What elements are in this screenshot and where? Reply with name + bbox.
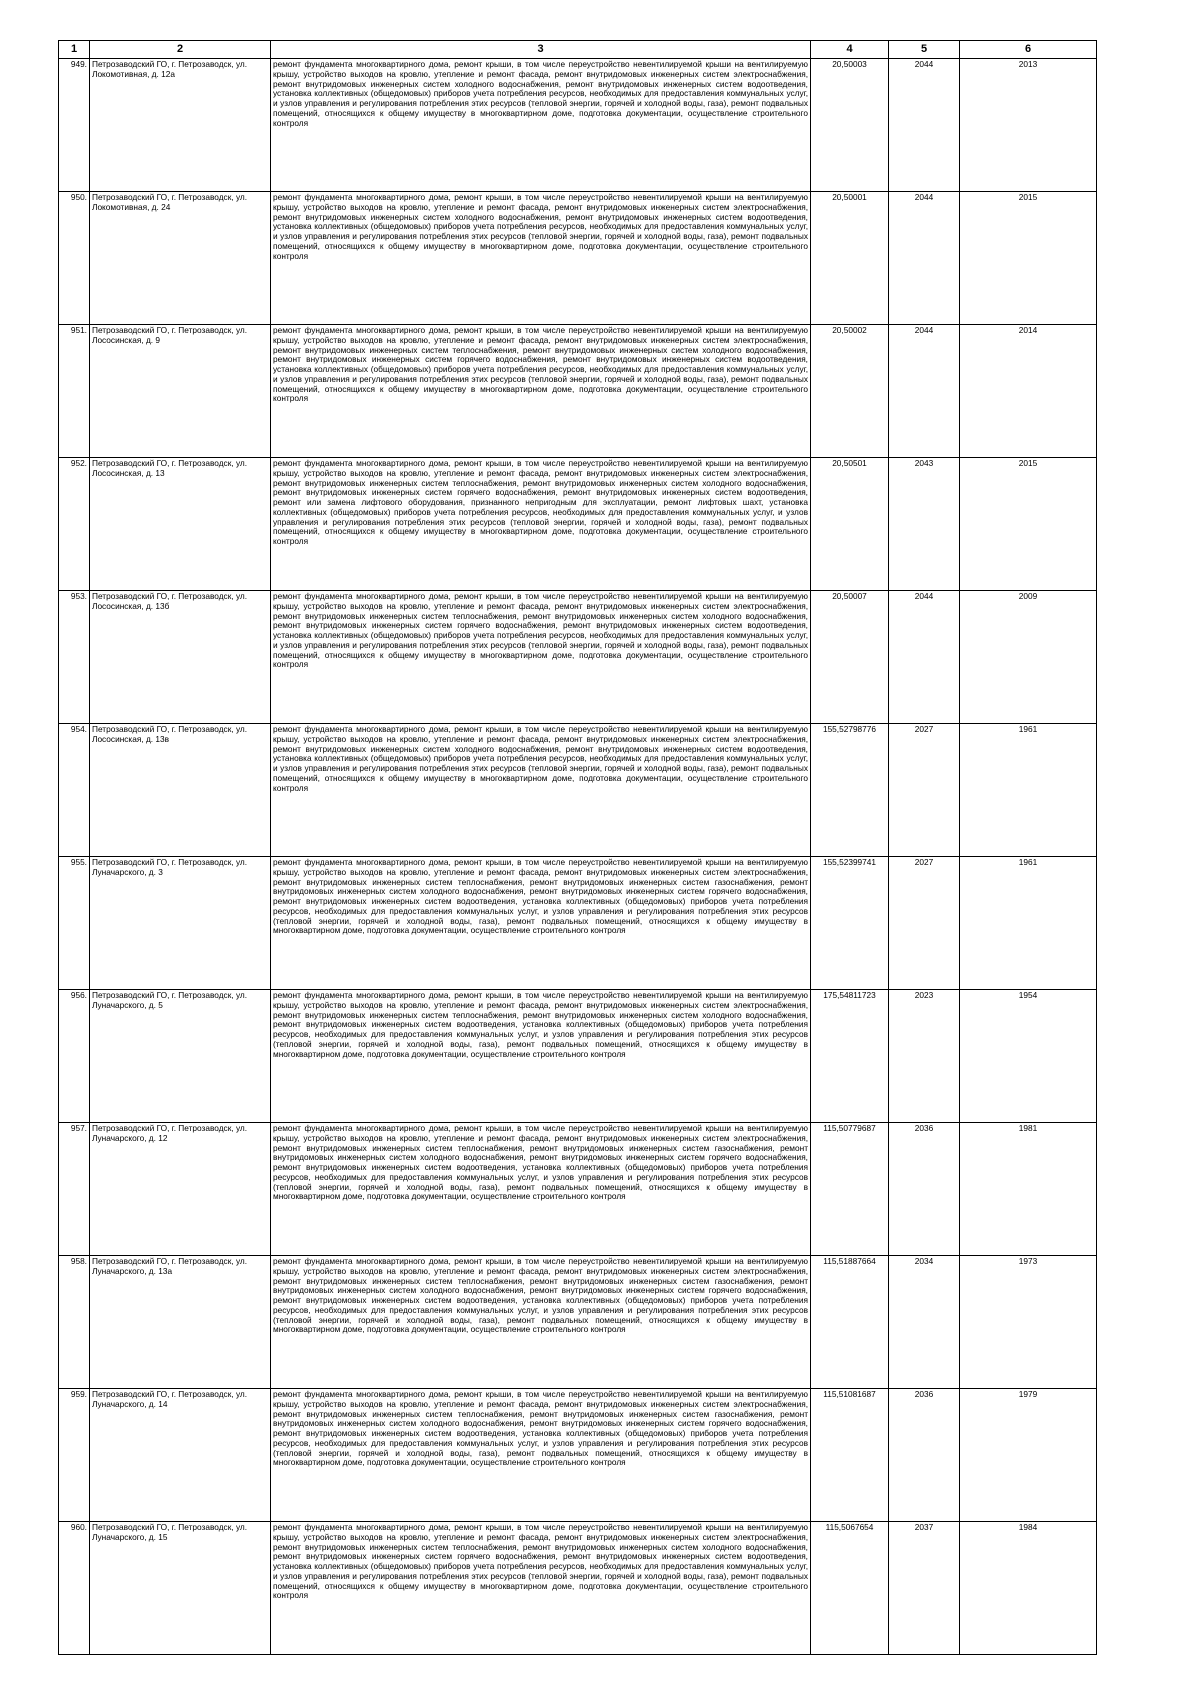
row-number: 956.: [59, 990, 90, 1123]
cost-value: 155,52399741: [811, 857, 889, 990]
planned-year: 2027: [889, 724, 960, 857]
reference-year: 1973: [960, 1256, 1097, 1389]
house-address: Петрозаводский ГО, г. Петрозаводск, ул. Луначарского, д. 13а: [90, 1256, 271, 1389]
repair-works-list: ремонт фундамента многоквартирного дома, ремонт крыши, в том числе переустройство невентилируемой крыши на вентилируемую крышу, устройство выходов на кровлю, утепление и ремонт фасада, ремонт внутридомовых инженерных систем электроснабжения, ремонт внутридомовых инженерных систем холодного водоснабжения, ремонт внутридомовых инженерных систем водоотведения, установка коллективных (общедомовых) приборов учета потребления ресурсов, необходимых для предоставления коммунальных услуг, и узлов управления и регулирования потребления этих ресурсов (тепловой энергии, горячей и холодной воды, газа), ремонт подвальных помещений, относящихся к общему имуществу в многоквартирном доме, подготовка документации, осуществление строительного контроля: [271, 192, 811, 325]
column-header: 3: [271, 41, 811, 59]
cost-value: 155,52798776: [811, 724, 889, 857]
cost-value: 20,50002: [811, 325, 889, 458]
table-row: [59, 1256, 1097, 1389]
planned-year: 2044: [889, 59, 960, 192]
house-address: Петрозаводский ГО, г. Петрозаводск, ул. Луначарского, д. 12: [90, 1123, 271, 1256]
row-number: 951.: [59, 325, 90, 458]
house-address: Петрозаводский ГО, г. Петрозаводск, ул. Лососинская, д. 13в: [90, 724, 271, 857]
row-number: 950.: [59, 192, 90, 325]
cost-value: 115,5067654: [811, 1522, 889, 1655]
planned-year: 2023: [889, 990, 960, 1123]
table-header-row: [59, 41, 1097, 59]
house-address: Петрозаводский ГО, г. Петрозаводск, ул. Локомотивная, д. 12а: [90, 59, 271, 192]
reference-year: 2009: [960, 591, 1097, 724]
reference-year: 2013: [960, 59, 1097, 192]
cost-value: 20,50003: [811, 59, 889, 192]
repair-works-list: ремонт фундамента многоквартирного дома, ремонт крыши, в том числе переустройство невентилируемой крыши на вентилируемую крышу, устройство выходов на кровлю, утепление и ремонт фасада, ремонт внутридомовых инженерных систем электроснабжения, ремонт внутридомовых инженерных систем теплоснабжения, ремонт внутридомовых инженерных систем холодного водоснабжения, ремонт внутридомовых инженерных систем горячего водоснабжения, ремонт внутридомовых инженерных систем водоотведения, установка коллективных (общедомовых) приборов учета потребления ресурсов, необходимых для предоставления коммунальных услуг, и узлов управления и регулирования потребления этих ресурсов (тепловой энергии, горячей и холодной воды, газа), ремонт подвальных помещений, относящихся к общему имуществу в многоквартирном доме, подготовка документации, осуществление строительного контроля: [271, 591, 811, 724]
table-row: [59, 325, 1097, 458]
reference-year: 1981: [960, 1123, 1097, 1256]
reference-year: 2015: [960, 458, 1097, 591]
table-row: [59, 1389, 1097, 1522]
column-header: 6: [960, 41, 1097, 59]
table-row: [59, 1522, 1097, 1655]
reference-year: 1984: [960, 1522, 1097, 1655]
repair-works-list: ремонт фундамента многоквартирного дома, ремонт крыши, в том числе переустройство невентилируемой крыши на вентилируемую крышу, устройство выходов на кровлю, утепление и ремонт фасада, ремонт внутридомовых инженерных систем электроснабжения, ремонт внутридомовых инженерных систем теплоснабжения, ремонт внутридомовых инженерных систем газоснабжения, ремонт внутридомовых инженерных систем холодного водоснабжения, ремонт внутридомовых инженерных систем горячего водоснабжения, ремонт внутридомовых инженерных систем водоотведения, установка коллективных (общедомовых) приборов учета потребления ресурсов, необходимых для предоставления коммунальных услуг, и узлов управления и регулирования потребления этих ресурсов (тепловой энергии, горячей и холодной воды, газа), ремонт подвальных помещений, относящихся к общему имуществу в многоквартирном доме, подготовка документации, осуществление строительного контроля: [271, 1123, 811, 1256]
cost-value: 115,51081687: [811, 1389, 889, 1522]
repair-works-list: ремонт фундамента многоквартирного дома, ремонт крыши, в том числе переустройство невентилируемой крыши на вентилируемую крышу, устройство выходов на кровлю, утепление и ремонт фасада, ремонт внутридомовых инженерных систем электроснабжения, ремонт внутридомовых инженерных систем теплоснабжения, ремонт внутридомовых инженерных систем холодного водоснабжения, ремонт внутридомовых инженерных систем горячего водоснабжения, ремонт внутридомовых инженерных систем водоотведения, ремонт или замена лифтового оборудования, признанного непригодным для эксплуатации, ремонт лифтовых шахт, установка коллективных (общедомовых) приборов учета потребления ресурсов, необходимых для предоставления коммунальных услуг, и узлов управления и регулирования потребления этих ресурсов (тепловой энергии, горячей и холодной воды, газа), ремонт подвальных помещений, относящихся к общему имуществу в многоквартирном доме, подготовка документации, осуществление строительного контроля: [271, 458, 811, 591]
table-row: [59, 857, 1097, 990]
table-row: [59, 458, 1097, 591]
row-number: 954.: [59, 724, 90, 857]
row-number: 958.: [59, 1256, 90, 1389]
column-header: 2: [90, 41, 271, 59]
house-address: Петрозаводский ГО, г. Петрозаводск, ул. Лососинская, д. 13: [90, 458, 271, 591]
planned-year: 2034: [889, 1256, 960, 1389]
house-address: Петрозаводский ГО, г. Петрозаводск, ул. Луначарского, д. 14: [90, 1389, 271, 1522]
repair-works-list: ремонт фундамента многоквартирного дома, ремонт крыши, в том числе переустройство невентилируемой крыши на вентилируемую крышу, устройство выходов на кровлю, утепление и ремонт фасада, ремонт внутридомовых инженерных систем электроснабжения, ремонт внутридомовых инженерных систем теплоснабжения, ремонт внутридомовых инженерных систем холодного водоснабжения, ремонт внутридомовых инженерных систем водоотведения, установка коллективных (общедомовых) приборов учета потребления ресурсов, необходимых для предоставления коммунальных услуг, и узлов управления и регулирования потребления этих ресурсов (тепловой энергии, горячей и холодной воды, газа), ремонт подвальных помещений, относящихся к общему имуществу в многоквартирном доме, подготовка документации, осуществление строительного контроля: [271, 990, 811, 1123]
column-header: 5: [889, 41, 960, 59]
repair-schedule-table: [58, 40, 1097, 1655]
table-body: [59, 59, 1097, 1655]
row-number: 960.: [59, 1522, 90, 1655]
planned-year: 2037: [889, 1522, 960, 1655]
repair-works-list: ремонт фундамента многоквартирного дома, ремонт крыши, в том числе переустройство невентилируемой крыши на вентилируемую крышу, устройство выходов на кровлю, утепление и ремонт фасада, ремонт внутридомовых инженерных систем электроснабжения, ремонт внутридомовых инженерных систем теплоснабжения, ремонт внутридомовых инженерных систем газоснабжения, ремонт внутридомовых инженерных систем холодного водоснабжения, ремонт внутридомовых инженерных систем горячего водоснабжения, ремонт внутридомовых инженерных систем водоотведения, установка коллективных (общедомовых) приборов учета потребления ресурсов, необходимых для предоставления коммунальных услуг, и узлов управления и регулирования потребления этих ресурсов (тепловой энергии, горячей и холодной воды, газа), ремонт подвальных помещений, относящихся к общему имуществу в многоквартирном доме, подготовка документации, осуществление строительного контроля: [271, 857, 811, 990]
cost-value: 20,50001: [811, 192, 889, 325]
reference-year: 1979: [960, 1389, 1097, 1522]
cost-value: 115,51887664: [811, 1256, 889, 1389]
planned-year: 2044: [889, 325, 960, 458]
cost-value: 20,50007: [811, 591, 889, 724]
reference-year: 1961: [960, 724, 1097, 857]
table-row: [59, 192, 1097, 325]
row-number: 955.: [59, 857, 90, 990]
row-number: 957.: [59, 1123, 90, 1256]
house-address: Петрозаводский ГО, г. Петрозаводск, ул. Лососинская, д. 13б: [90, 591, 271, 724]
repair-works-list: ремонт фундамента многоквартирного дома, ремонт крыши, в том числе переустройство невентилируемой крыши на вентилируемую крышу, устройство выходов на кровлю, утепление и ремонт фасада, ремонт внутридомовых инженерных систем электроснабжения, ремонт внутридомовых инженерных систем холодного водоснабжения, ремонт внутридомовых инженерных систем водоотведения, установка коллективных (общедомовых) приборов учета потребления ресурсов, необходимых для предоставления коммунальных услуг, и узлов управления и регулирования потребления этих ресурсов (тепловой энергии, горячей и холодной воды, газа), ремонт подвальных помещений, относящихся к общему имуществу в многоквартирном доме, подготовка документации, осуществление строительного контроля: [271, 59, 811, 192]
cost-value: 115,50779687: [811, 1123, 889, 1256]
repair-works-list: ремонт фундамента многоквартирного дома, ремонт крыши, в том числе переустройство невентилируемой крыши на вентилируемую крышу, устройство выходов на кровлю, утепление и ремонт фасада, ремонт внутридомовых инженерных систем электроснабжения, ремонт внутридомовых инженерных систем теплоснабжения, ремонт внутридомовых инженерных систем холодного водоснабжения, ремонт внутридомовых инженерных систем горячего водоснабжения, ремонт внутридомовых инженерных систем водоотведения, установка коллективных (общедомовых) приборов учета потребления ресурсов, необходимых для предоставления коммунальных услуг, и узлов управления и регулирования потребления этих ресурсов (тепловой энергии, горячей и холодной воды, газа), ремонт подвальных помещений, относящихся к общему имуществу в многоквартирном доме, подготовка документации, осуществление строительного контроля: [271, 325, 811, 458]
reference-year: 2015: [960, 192, 1097, 325]
planned-year: 2036: [889, 1123, 960, 1256]
table-row: [59, 1123, 1097, 1256]
repair-works-list: ремонт фундамента многоквартирного дома, ремонт крыши, в том числе переустройство невентилируемой крыши на вентилируемую крышу, устройство выходов на кровлю, утепление и ремонт фасада, ремонт внутридомовых инженерных систем электроснабжения, ремонт внутридомовых инженерных систем теплоснабжения, ремонт внутридомовых инженерных систем газоснабжения, ремонт внутридомовых инженерных систем холодного водоснабжения, ремонт внутридомовых инженерных систем горячего водоснабжения, ремонт внутридомовых инженерных систем водоотведения, установка коллективных (общедомовых) приборов учета потребления ресурсов, необходимых для предоставления коммунальных услуг, и узлов управления и регулирования потребления этих ресурсов (тепловой энергии, горячей и холодной воды, газа), ремонт подвальных помещений, относящихся к общему имуществу в многоквартирном доме, подготовка документации, осуществление строительного контроля: [271, 1256, 811, 1389]
table-row: [59, 724, 1097, 857]
cost-value: 175,54811723: [811, 990, 889, 1123]
cost-value: 20,50501: [811, 458, 889, 591]
planned-year: 2043: [889, 458, 960, 591]
planned-year: 2036: [889, 1389, 960, 1522]
column-header: 4: [811, 41, 889, 59]
house-address: Петрозаводский ГО, г. Петрозаводск, ул. Луначарского, д. 15: [90, 1522, 271, 1655]
planned-year: 2027: [889, 857, 960, 990]
house-address: Петрозаводский ГО, г. Петрозаводск, ул. Лососинская, д. 9: [90, 325, 271, 458]
house-address: Петрозаводский ГО, г. Петрозаводск, ул. Луначарского, д. 3: [90, 857, 271, 990]
row-number: 959.: [59, 1389, 90, 1522]
repair-works-list: ремонт фундамента многоквартирного дома, ремонт крыши, в том числе переустройство невентилируемой крыши на вентилируемую крышу, устройство выходов на кровлю, утепление и ремонт фасада, ремонт внутридомовых инженерных систем электроснабжения, ремонт внутридомовых инженерных систем холодного водоснабжения, ремонт внутридомовых инженерных систем водоотведения, установка коллективных (общедомовых) приборов учета потребления ресурсов, необходимых для предоставления коммунальных услуг, и узлов управления и регулирования потребления этих ресурсов (тепловой энергии, горячей и холодной воды, газа), ремонт подвальных помещений, относящихся к общему имуществу в многоквартирном доме, подготовка документации, осуществление строительного контроля: [271, 724, 811, 857]
table-row: [59, 990, 1097, 1123]
row-number: 953.: [59, 591, 90, 724]
row-number: 949.: [59, 59, 90, 192]
reference-year: 1954: [960, 990, 1097, 1123]
house-address: Петрозаводский ГО, г. Петрозаводск, ул. Луначарского, д. 5: [90, 990, 271, 1123]
row-number: 952.: [59, 458, 90, 591]
table-row: [59, 59, 1097, 192]
planned-year: 2044: [889, 192, 960, 325]
house-address: Петрозаводский ГО, г. Петрозаводск, ул. Локомотивная, д. 24: [90, 192, 271, 325]
column-header: 1: [59, 41, 90, 59]
planned-year: 2044: [889, 591, 960, 724]
table-row: [59, 591, 1097, 724]
reference-year: 1961: [960, 857, 1097, 990]
repair-works-list: ремонт фундамента многоквартирного дома, ремонт крыши, в том числе переустройство невентилируемой крыши на вентилируемую крышу, устройство выходов на кровлю, утепление и ремонт фасада, ремонт внутридомовых инженерных систем электроснабжения, ремонт внутридомовых инженерных систем теплоснабжения, ремонт внутридомовых инженерных систем газоснабжения, ремонт внутридомовых инженерных систем холодного водоснабжения, ремонт внутридомовых инженерных систем горячего водоснабжения, ремонт внутридомовых инженерных систем водоотведения, установка коллективных (общедомовых) приборов учета потребления ресурсов, необходимых для предоставления коммунальных услуг, и узлов управления и регулирования потребления этих ресурсов (тепловой энергии, горячей и холодной воды, газа), ремонт подвальных помещений, относящихся к общему имуществу в многоквартирном доме, подготовка документации, осуществление строительного контроля: [271, 1389, 811, 1522]
repair-works-list: ремонт фундамента многоквартирного дома, ремонт крыши, в том числе переустройство невентилируемой крыши на вентилируемую крышу, устройство выходов на кровлю, утепление и ремонт фасада, ремонт внутридомовых инженерных систем электроснабжения, ремонт внутридомовых инженерных систем теплоснабжения, ремонт внутридомовых инженерных систем холодного водоснабжения, ремонт внутридомовых инженерных систем горячего водоснабжения, ремонт внутридомовых инженерных систем водоотведения, установка коллективных (общедомовых) приборов учета потребления ресурсов, необходимых для предоставления коммунальных услуг, и узлов управления и регулирования потребления этих ресурсов (тепловой энергии, горячей и холодной воды, газа), ремонт подвальных помещений, относящихся к общему имуществу в многоквартирном доме, подготовка документации, осуществление строительного контроля: [271, 1522, 811, 1655]
reference-year: 2014: [960, 325, 1097, 458]
